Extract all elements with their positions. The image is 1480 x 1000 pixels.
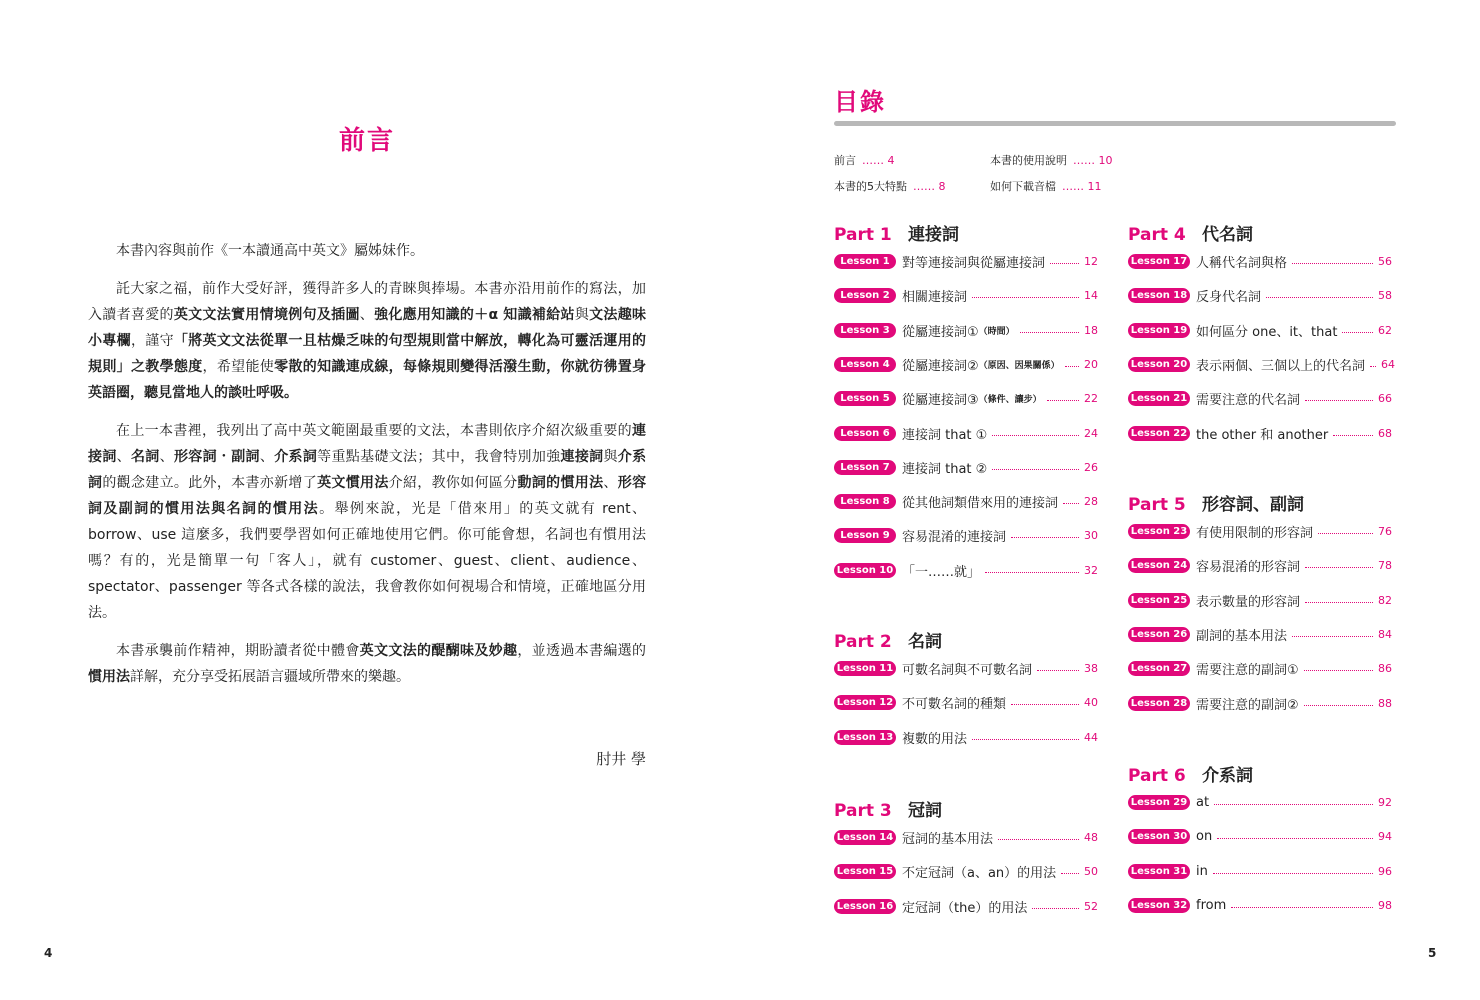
bold-phrase: 動詞的慣用法: [517, 475, 604, 491]
part-heading[interactable]: [834, 627, 942, 652]
bold-phrase: 副詞: [231, 449, 260, 465]
text-run: 、: [603, 475, 618, 491]
lesson-title: in: [1196, 863, 1208, 879]
leader-dots: [1214, 804, 1373, 805]
toc-divider: [834, 121, 1396, 126]
leader: ……: [1062, 180, 1084, 193]
lesson-title: 不定冠詞（a、an）的用法: [902, 865, 1057, 881]
lesson-badge: Lesson 24: [1128, 558, 1190, 573]
leader: ……: [862, 154, 884, 167]
leader-dots: [1318, 533, 1373, 534]
leader: ……: [913, 180, 935, 193]
leader-dots: [992, 469, 1079, 470]
lesson-page: 30: [1084, 528, 1098, 542]
lesson-title: 人稱代名詞與格: [1196, 255, 1288, 271]
lesson-note: （條件、讓步）: [978, 394, 1042, 405]
part-name: 代名詞: [1202, 225, 1253, 245]
lesson-title: 反身代名詞: [1196, 289, 1262, 305]
lesson-title: 可數名詞與不可數名詞: [902, 662, 1033, 678]
leader-dots: [1231, 907, 1373, 908]
lesson-badge: Lesson 11: [834, 661, 896, 676]
text-run: 、: [259, 449, 275, 465]
front-matter-title: 如何下載音檔: [990, 180, 1056, 193]
toc-lesson-row[interactable]: [1128, 792, 1392, 812]
page-number-left: 4: [44, 946, 53, 960]
lesson-page: 56: [1378, 254, 1392, 268]
lesson-badge: Lesson 13: [834, 730, 896, 745]
lesson-page: 20: [1084, 357, 1098, 371]
text-run: 、: [359, 307, 375, 323]
lesson-page: 66: [1378, 391, 1392, 405]
lesson-title: 定冠詞（the）的用法: [902, 900, 1028, 916]
toc-lesson-row[interactable]: [834, 423, 1098, 443]
toc-lesson-row[interactable]: [834, 285, 1098, 305]
part-number: Part 1: [834, 225, 892, 245]
part-number: Part 4: [1128, 225, 1186, 245]
lesson-title: 冠詞的基本用法: [902, 831, 994, 847]
leader-dots: [1304, 670, 1373, 671]
lesson-title: 複數的用法: [902, 731, 968, 747]
text-run: 本書承襲前作精神，期盼讀者從中體會: [116, 643, 360, 659]
lesson-badge: Lesson 17: [1128, 254, 1190, 269]
toc-lesson-row[interactable]: [834, 251, 1098, 271]
lesson-page: 50: [1084, 864, 1098, 878]
toc-lesson-row[interactable]: [834, 388, 1098, 408]
lesson-badge: Lesson 19: [1128, 323, 1190, 338]
text-run: ・: [216, 449, 232, 465]
toc-lesson-row[interactable]: [834, 861, 1098, 881]
part-heading[interactable]: [1128, 490, 1304, 515]
leader-dots: [1370, 366, 1376, 367]
lesson-title: 從屬連接詞③: [902, 392, 979, 408]
bold-phrase: 文法趣味小專欄: [88, 307, 647, 349]
text-run: ，並透過本書編選的: [517, 643, 647, 659]
lesson-title: 容易混淆的形容詞: [1196, 559, 1301, 575]
lesson-title: 表示數量的形容詞: [1196, 594, 1301, 610]
part-name: 名詞: [908, 632, 942, 652]
leader-dots: [1061, 873, 1079, 874]
lesson-title: 相關連接詞: [902, 289, 968, 305]
front-matter-item[interactable]: [834, 152, 895, 168]
lesson-badge: Lesson 21: [1128, 391, 1190, 406]
text-run: 。舉例來說，光是「借來用」的英文就有 rent、borrow、use 這麼多，我們要學習如何正確地使用它們。你可能會想，名詞也有慣用法嗎？有的，光是簡單一句「客人」，就有 customer、guest、client、audience、spectator、passenger 等各式各樣的說法，我會教你如何視場合和情境，正確地區分用法。: [88, 501, 647, 621]
lesson-title: 連接詞 that ①: [902, 427, 988, 443]
preface-paragraph: [88, 238, 646, 264]
leader-dots: [1305, 602, 1373, 603]
preface-body: [88, 238, 646, 702]
lesson-badge: Lesson 1: [834, 254, 896, 269]
leader-dots: [1266, 297, 1373, 298]
author-name: 肘井 學: [596, 750, 646, 768]
leader-dots: [1304, 705, 1373, 706]
lesson-title: at: [1196, 794, 1210, 810]
preface-paragraph: [88, 276, 646, 406]
lesson-badge: Lesson 5: [834, 391, 896, 406]
lesson-page: 76: [1378, 524, 1392, 538]
lesson-page: 48: [1084, 830, 1098, 844]
lesson-badge: Lesson 26: [1128, 627, 1190, 642]
lesson-page: 40: [1084, 695, 1098, 709]
front-matter-page: 10: [1098, 154, 1113, 167]
leader-dots: [1333, 435, 1373, 436]
toc-lesson-row[interactable]: [834, 896, 1098, 916]
leader-dots: [1305, 567, 1373, 568]
lesson-page: 92: [1378, 795, 1392, 809]
leader-dots: [1011, 537, 1079, 538]
part-heading[interactable]: [1128, 220, 1253, 245]
toc-title: 目錄: [834, 88, 886, 116]
lesson-page: 38: [1084, 661, 1098, 675]
bold-phrase: 介系詞: [274, 449, 318, 465]
lesson-page: 98: [1378, 898, 1392, 912]
lesson-title: 從屬連接詞②: [902, 358, 979, 374]
lesson-note: （時間）: [978, 326, 1015, 337]
bold-phrase: 介系詞: [88, 449, 647, 491]
lesson-page: 24: [1084, 426, 1098, 440]
toc-lesson-row[interactable]: [834, 658, 1098, 678]
text-run: ，謹守: [130, 333, 174, 349]
toc-lesson-row[interactable]: [834, 827, 1098, 847]
bold-phrase: 連接詞: [560, 449, 604, 465]
part-name: 冠詞: [908, 801, 942, 821]
part-number: Part 5: [1128, 495, 1186, 515]
toc-lesson-row[interactable]: [834, 491, 1098, 511]
bold-phrase: 形容詞: [173, 449, 217, 465]
bold-phrase: 零散的知識連成線，每條規則變得活潑生動，你就彷彿置身英語圈，聽見當地人的談吐呼吸。: [88, 359, 647, 401]
toc-lesson-row[interactable]: [834, 354, 1098, 374]
lesson-title: from: [1196, 897, 1227, 913]
leader-dots: [1063, 503, 1079, 504]
lesson-page: 52: [1084, 899, 1098, 913]
front-matter-item[interactable]: [990, 178, 1102, 194]
toc-lesson-row[interactable]: [834, 525, 1098, 545]
lesson-badge: Lesson 9: [834, 528, 896, 543]
leader-dots: [1217, 838, 1373, 839]
toc-lesson-row[interactable]: [1128, 658, 1392, 678]
lesson-title: 有使用限制的形容詞: [1196, 525, 1314, 541]
toc-lesson-row[interactable]: [1128, 423, 1392, 443]
text-run: 等重點基礎文法；其中，我會特別加強: [317, 449, 561, 465]
lesson-badge: Lesson 6: [834, 426, 896, 441]
lesson-page: 26: [1084, 460, 1098, 474]
preface-title: 前言: [338, 126, 395, 156]
text-run: 與: [603, 449, 618, 465]
lesson-badge: Lesson 22: [1128, 426, 1190, 441]
page-number-right: 5: [1428, 946, 1437, 960]
text-run: 、: [116, 449, 131, 465]
lesson-title: 需要注意的代名詞: [1196, 392, 1301, 408]
part-heading[interactable]: [834, 220, 959, 245]
bold-phrase: 形容詞及副詞的慣用法與名詞的慣用法: [88, 475, 647, 517]
bold-phrase: 「將英文文法從單一且枯燥乏味的句型規則當中解放，轉化為可靈活運用的規則」之教學態度: [88, 333, 647, 375]
toc-lesson-row[interactable]: [1128, 251, 1392, 271]
toc-lesson-row[interactable]: [1128, 555, 1392, 575]
leader-dots: [992, 435, 1079, 436]
part-number: Part 2: [834, 632, 892, 652]
text-run: 介紹，教你如何區分: [388, 475, 518, 491]
lesson-badge: Lesson 10: [834, 563, 896, 578]
lesson-badge: Lesson 14: [834, 830, 896, 845]
front-matter-item[interactable]: [834, 178, 946, 194]
part-name: 連接詞: [908, 225, 959, 245]
lesson-page: 64: [1381, 357, 1396, 371]
lesson-badge: Lesson 18: [1128, 288, 1190, 303]
part-name: 形容詞、副詞: [1202, 495, 1304, 515]
leader-dots: [1032, 908, 1079, 909]
lesson-title: 副詞的基本用法: [1196, 628, 1288, 644]
bold-phrase: 英文文法實用情境例句及插圖: [173, 307, 360, 323]
toc-lesson-row[interactable]: [1128, 895, 1392, 915]
part-number: Part 6: [1128, 766, 1186, 786]
lesson-badge: Lesson 27: [1128, 661, 1190, 676]
part-heading[interactable]: [1128, 761, 1253, 786]
lesson-title: 從屬連接詞①: [902, 324, 979, 340]
lesson-page: 12: [1084, 254, 1098, 268]
front-matter-page: 8: [938, 180, 946, 193]
leader-dots: [1047, 400, 1079, 401]
leader-dots: [1305, 400, 1373, 401]
toc-lesson-row[interactable]: [1128, 861, 1392, 881]
lesson-page: 82: [1378, 593, 1392, 607]
toc-lesson-row[interactable]: [1128, 285, 1392, 305]
front-matter-title: 本書的使用說明: [990, 154, 1067, 167]
lesson-title: 需要注意的副詞①: [1196, 662, 1299, 678]
lesson-badge: Lesson 23: [1128, 524, 1190, 539]
toc-lesson-row[interactable]: [834, 727, 1098, 747]
lesson-page: 88: [1378, 696, 1392, 710]
preface-paragraph: [88, 638, 646, 690]
text-run: 本書內容與前作《一本讀通高中英文》屬姊妹作。: [116, 243, 424, 259]
lesson-badge: Lesson 12: [834, 695, 896, 710]
bold-phrase: 連接詞: [88, 423, 646, 465]
preface-paragraph: [88, 418, 646, 626]
leader-dots: [1292, 636, 1373, 637]
text-run: 詳解，充分享受拓展語言疆域所帶來的樂趣。: [130, 669, 410, 685]
lesson-page: 28: [1084, 494, 1098, 508]
lesson-badge: Lesson 8: [834, 494, 896, 509]
toc-lesson-row[interactable]: [834, 320, 1098, 340]
lesson-page: 18: [1084, 323, 1098, 337]
leader-dots: [985, 572, 1079, 573]
leader-dots: [1037, 670, 1079, 671]
text-run: 託大家之福，前作大受好評，獲得許多人的青睞與捧場。本書亦沿用前作的寫法，加入讀者喜愛的: [88, 281, 646, 323]
toc-page: [740, 0, 1480, 1000]
leader-dots: [1011, 704, 1079, 705]
lesson-badge: Lesson 30: [1128, 829, 1190, 844]
text-run: 在上一本書裡，我列出了高中英文範圍最重要的文法，本書則依序介紹次級重要的: [116, 423, 632, 439]
text-run: 與: [574, 307, 590, 323]
lesson-page: 22: [1084, 391, 1098, 405]
lesson-title: 表示兩個、三個以上的代名詞: [1196, 358, 1366, 374]
lesson-badge: Lesson 2: [834, 288, 896, 303]
leader-dots: [1292, 263, 1373, 264]
leader-dots: [998, 839, 1079, 840]
lesson-title: 對等連接詞與從屬連接詞: [902, 255, 1046, 271]
lesson-title: 不可數名詞的種類: [902, 696, 1007, 712]
lesson-title: 如何區分 one、it、that: [1196, 324, 1338, 340]
toc-lesson-row[interactable]: [1128, 388, 1392, 408]
toc-lesson-row[interactable]: [1128, 693, 1392, 713]
bold-phrase: 英文文法的醍醐味及妙趣: [359, 643, 518, 659]
toc-lesson-row[interactable]: [834, 457, 1098, 477]
leader-dots: [1020, 332, 1079, 333]
front-matter-title: 本書的5大特點: [834, 180, 907, 193]
front-matter-page: 11: [1087, 180, 1102, 193]
lesson-page: 58: [1378, 288, 1392, 302]
lesson-title: 連接詞 that ②: [902, 461, 988, 477]
lesson-page: 78: [1378, 558, 1392, 572]
leader: ……: [1073, 154, 1095, 167]
leader-dots: [1050, 263, 1079, 264]
toc-lesson-row[interactable]: [1128, 521, 1392, 541]
lesson-badge: Lesson 29: [1128, 795, 1190, 810]
leader-dots: [1342, 332, 1373, 333]
toc-lesson-row[interactable]: [1128, 624, 1392, 644]
leader-dots: [972, 297, 1079, 298]
toc-lesson-row[interactable]: [1128, 354, 1396, 374]
lesson-page: 94: [1378, 829, 1392, 843]
leader-dots: [1213, 873, 1373, 874]
lesson-title: on: [1196, 828, 1213, 844]
lesson-note: （原因、因果關係）: [978, 360, 1060, 371]
lesson-badge: Lesson 28: [1128, 696, 1190, 711]
lesson-badge: Lesson 31: [1128, 864, 1190, 879]
leader-dots: [972, 739, 1079, 740]
lesson-page: 96: [1378, 864, 1392, 878]
bold-phrase: 強化應用知識的＋α 知識補給站: [374, 307, 575, 323]
toc-lesson-row[interactable]: [1128, 320, 1392, 340]
lesson-title: the other 和 another: [1196, 427, 1329, 443]
bold-phrase: 名詞: [130, 449, 160, 465]
toc-lesson-row[interactable]: [1128, 590, 1392, 610]
lesson-badge: Lesson 16: [834, 899, 896, 914]
text-run: 的觀念建立。此外，本書亦新增了: [102, 475, 318, 491]
lesson-page: 86: [1378, 661, 1392, 675]
lesson-badge: Lesson 4: [834, 357, 896, 372]
part-name: 介系詞: [1202, 766, 1253, 786]
front-matter-title: 前言: [834, 154, 856, 167]
toc-lesson-row[interactable]: [834, 692, 1098, 712]
lesson-title: 「一……就」: [902, 564, 981, 580]
lesson-badge: Lesson 25: [1128, 593, 1190, 608]
lesson-page: 68: [1378, 426, 1392, 440]
lesson-badge: Lesson 7: [834, 460, 896, 475]
leader-dots: [1065, 366, 1079, 367]
front-matter-item[interactable]: [990, 152, 1113, 168]
bold-phrase: 英文慣用法: [317, 475, 389, 491]
lesson-page: 32: [1084, 563, 1098, 577]
toc-lesson-row[interactable]: [834, 560, 1098, 580]
toc-lesson-row[interactable]: [1128, 826, 1392, 846]
lesson-badge: Lesson 32: [1128, 898, 1190, 913]
lesson-badge: Lesson 15: [834, 864, 896, 879]
lesson-page: 62: [1378, 323, 1392, 337]
lesson-page: 14: [1084, 288, 1098, 302]
part-number: Part 3: [834, 801, 892, 821]
lesson-title: 需要注意的副詞②: [1196, 697, 1299, 713]
front-matter-page: 4: [887, 154, 895, 167]
part-heading[interactable]: [834, 796, 942, 821]
lesson-page: 84: [1378, 627, 1392, 641]
lesson-page: 44: [1084, 730, 1098, 744]
lesson-title: 從其他詞類借來用的連接詞: [902, 495, 1059, 511]
bold-phrase: 慣用法: [88, 669, 130, 685]
lesson-title: 容易混淆的連接詞: [902, 529, 1007, 545]
lesson-badge: Lesson 20: [1128, 357, 1190, 372]
text-run: 、: [159, 449, 174, 465]
lesson-badge: Lesson 3: [834, 323, 896, 338]
text-run: ，希望能使: [202, 359, 275, 375]
